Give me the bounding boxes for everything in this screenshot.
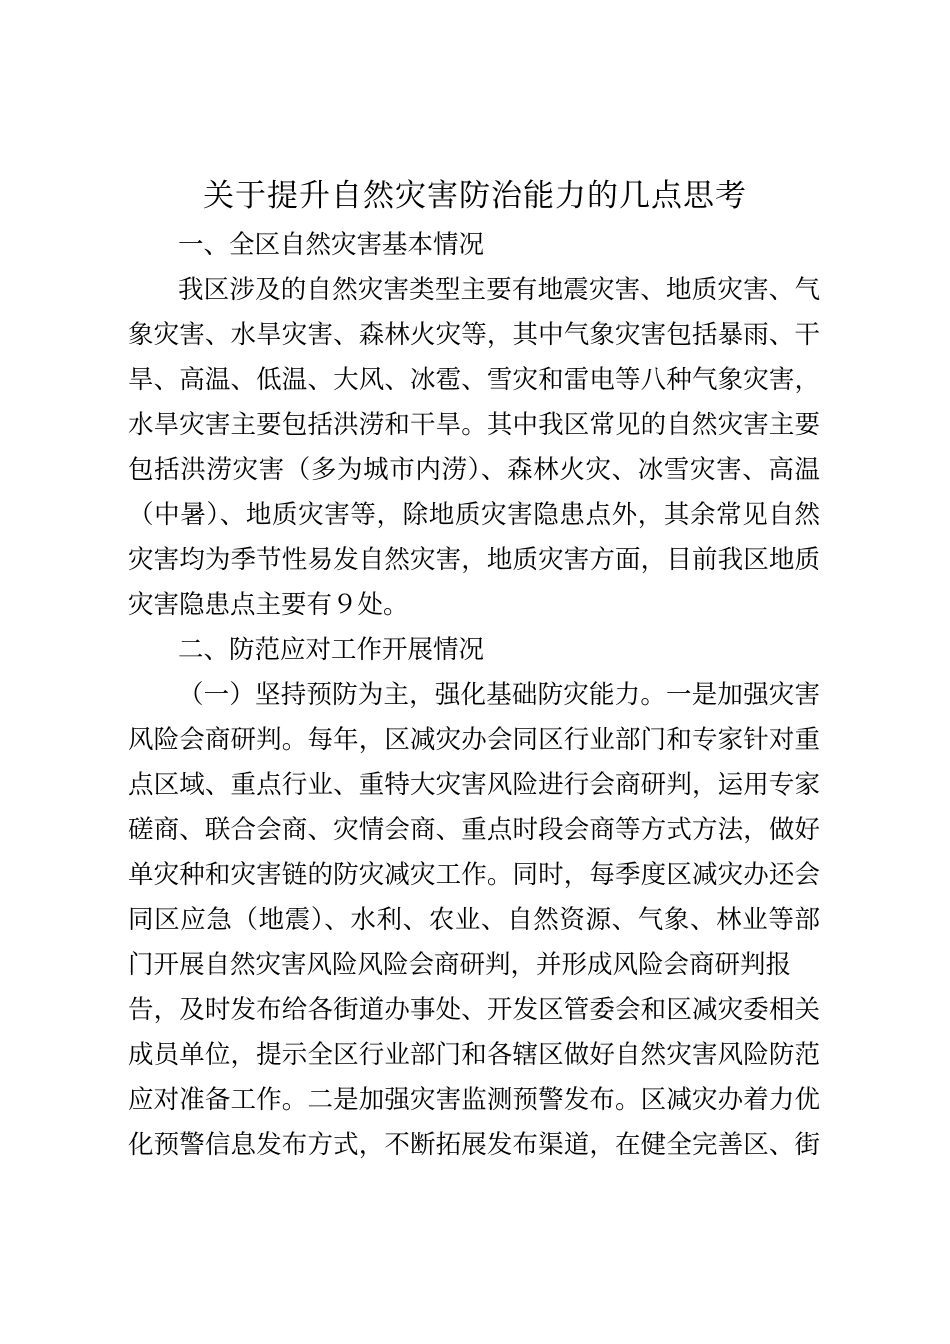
paragraph-line: 灾害均为季节性易发自然灾害，地质灾害方面，目前我区地质	[128, 545, 820, 575]
paragraph-line: 风险会商研判。每年，区减灾办会同区行业部门和专家针对重	[128, 725, 820, 755]
paragraph-line: 告，及时发布给各街道办事处、开发区管委会和区减灾委相关	[128, 995, 820, 1025]
paragraph-line: 点区域、重点行业、重特大灾害风险进行会商研判，运用专家	[128, 770, 820, 800]
paragraph-line: 单灾种和灾害链的防灾减灾工作。同时，每季度区减灾办还会	[128, 860, 820, 890]
paragraph-line: 同区应急（地震）、水利、农业、自然资源、气象、林业等部	[128, 905, 820, 935]
paragraph-line: （一）坚持预防为主，强化基础防灾能力。一是加强灾害	[178, 680, 820, 710]
paragraph-line: 象灾害、水旱灾害、森林火灾等，其中气象灾害包括暴雨、干	[128, 320, 820, 350]
section-heading-2: 二、防范应对工作开展情况	[178, 635, 485, 665]
section-heading-1: 一、全区自然灾害基本情况	[178, 230, 485, 260]
paragraph-line: 水旱灾害主要包括洪涝和干旱。其中我区常见的自然灾害主要	[128, 410, 820, 440]
paragraph-line: 应对准备工作。二是加强灾害监测预警发布。区减灾办着力优	[128, 1085, 820, 1115]
paragraph-line: 灾害隐患点主要有９处。	[128, 590, 409, 620]
paragraph-line: 包括洪涝灾害（多为城市内涝）、森林火灾、冰雪灾害、高温	[128, 455, 820, 485]
document-title: 关于提升自然灾害防治能力的几点思考	[203, 178, 747, 214]
paragraph-line: 成员单位，提示全区行业部门和各辖区做好自然灾害风险防范	[128, 1040, 820, 1070]
paragraph-line: 我区涉及的自然灾害类型主要有地震灾害、地质灾害、气	[178, 275, 820, 305]
paragraph-line: 门开展自然灾害风险风险会商研判，并形成风险会商研判报	[128, 950, 792, 980]
paragraph-line: 化预警信息发布方式，不断拓展发布渠道，在健全完善区、街	[128, 1130, 820, 1160]
paragraph-line: （中暑）、地质灾害等，除地质灾害隐患点外，其余常见自然	[128, 500, 820, 530]
paragraph-line: 旱、高温、低温、大风、冰雹、雪灾和雷电等八种气象灾害，	[128, 365, 820, 395]
paragraph-line: 磋商、联合会商、灾情会商、重点时段会商等方式方法，做好	[128, 815, 820, 845]
